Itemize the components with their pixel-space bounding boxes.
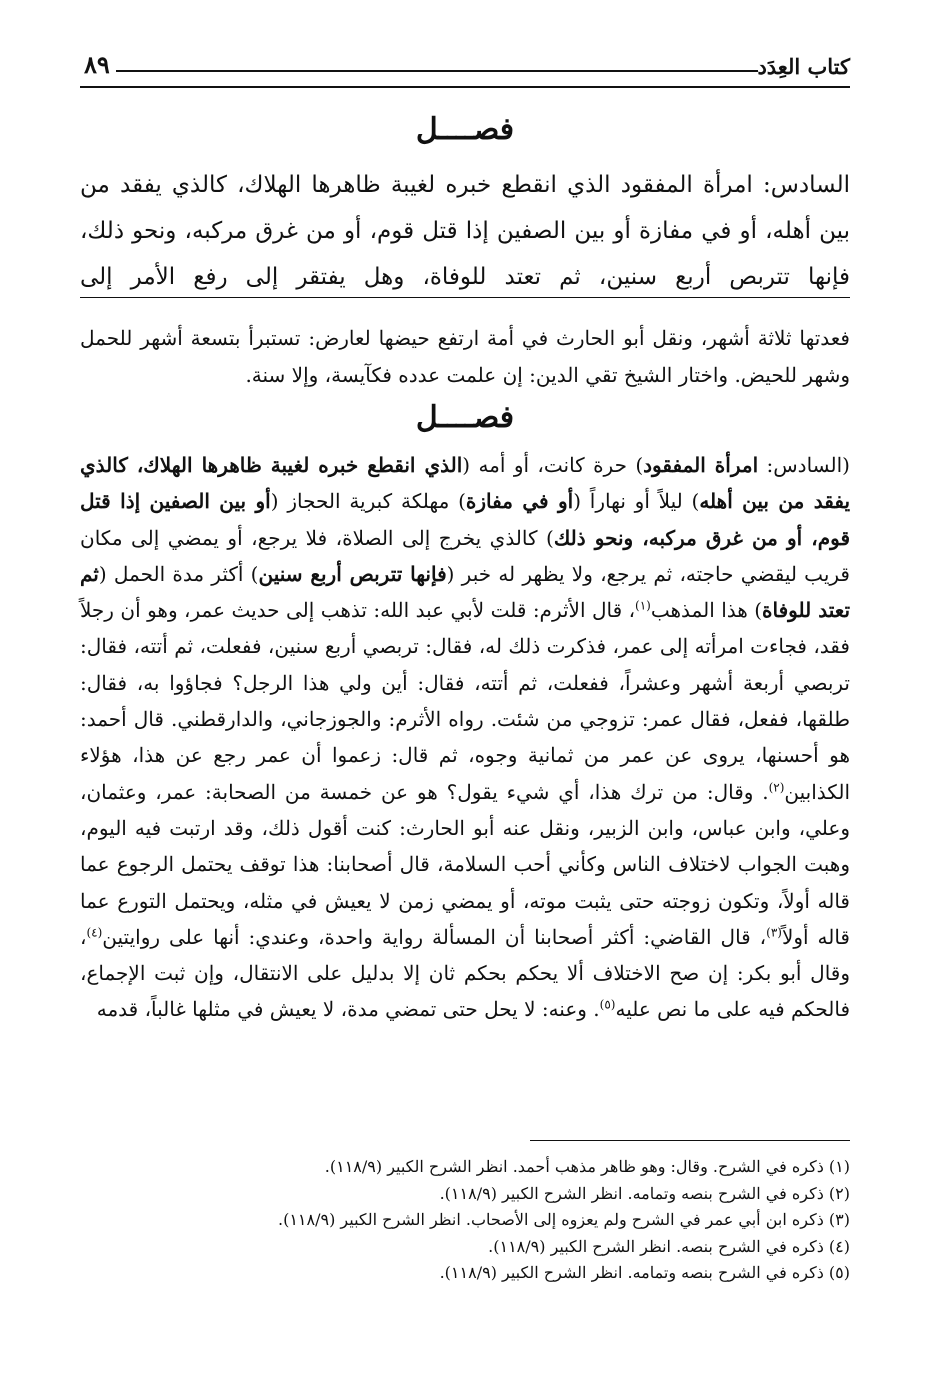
quoted-matn: ثم تعتد للوفاة — [80, 561, 851, 623]
quoted-matn: فإنها تتربص أربع سنين — [258, 561, 447, 586]
sharh-run: ) حرة كانت، أو أمه ( — [462, 453, 644, 477]
footnotes-list — [80, 1154, 850, 1287]
matn-section-title: فصــــل — [415, 112, 515, 147]
page-number: ٨٩ — [84, 50, 110, 79]
footnote-ref[interactable]: (٤) — [86, 925, 103, 940]
quoted-matn: الذي انقطع خبره لغيبة ظاهرها الهلاك، كالذي يفقد من بين أهله — [80, 453, 851, 514]
footnote-ref[interactable]: (٥) — [599, 997, 616, 1012]
sharh-run: ، قال القاضي: أكثر أصحابنا أن المسألة رواية واحدة، وعندي: أنها على روايتين — [102, 924, 767, 949]
sharh-run: ) كالذي يخرج إلى الصلاة، فلا يرجع، أو يمضي إلى مكان قريب ليقضي حاجته، ثم يرجع، ولا يظهر له خبر ( — [80, 525, 850, 586]
sharh-run: ) هذا المذهب — [650, 598, 763, 623]
footnote-ref[interactable]: (١) — [635, 598, 651, 613]
footnote-rule — [530, 1140, 850, 1141]
quoted-matn: أو بين الصفين إذا قتل قوم، أو من غرق مركبه، ونحو ذلك — [80, 489, 850, 550]
footnote-item: (٥) ذكره في الشرح بنصه وتمامه. انظر الشرح الكبير (١١٨/٩). — [439, 1263, 850, 1282]
header-rule — [80, 86, 850, 88]
sharh-run: ) ليلاً أو نهاراً ( — [573, 489, 700, 514]
sharh-run: . وعنه: لا يحل حتى تمضي مدة، لا يعيش في مثلها غالباً، قدمه — [96, 997, 600, 1022]
running-title: كتاب العِدَد — [757, 54, 850, 79]
quoted-matn: امرأة المفقود — [643, 453, 759, 477]
sharh-section-title: فصــــل — [415, 400, 515, 435]
matn-divider — [80, 297, 850, 298]
sharh-run: ) مهلكة كبرية الحجاز ( — [270, 489, 466, 514]
sharh-run: ) أكثر مدة الحمل ( — [98, 561, 259, 586]
matn-text: السادس: امرأة المفقود الذي انقطع خبره لغيبة ظاهرها الهلاك، كالذي يفقد من بين أهله، أو في مفازة أو بين الصفين إذا قتل قوم، أو من غرق مركبه، ونحو ذلك، فإنها تتربص أربع سنين، ثم تعتد للوفاة، وهل يفتقر إلى رفع الأمر إلى — [80, 172, 850, 290]
footnote-item: (٣) ذكره ابن أبي عمر في الشرح ولم يعزوه إلى الأصحاب. انظر الشرح الكبير (١١٨/٩). — [277, 1210, 850, 1229]
footnote-ref[interactable]: (٢) — [768, 780, 785, 795]
sharh-run: ، قال الأثرم: قلت لأبي عبد الله: تذهب إلى حديث عمر، وهو أن رجلاً فقد، فجاءت امرأته إلى عمر، فذكرت ذلك له، فقال: تربصي أربع سنين، ففعلت، ثم أتته، فقال: تربصي أربعة أشهر وعشراً، ففعلت، ثم أتته، فقال: أين ولي هذا الرجل؟ فجاؤوا به، فقال: طلقها، ففعل، فقال عمر: تزوجي من شئت. رواه الأثرم: والجوزجاني، والدارقطني. قال أحمد: هو أحسنها، يروى عن عمر من ثمانية وجوه، ثم قال: زعموا أن عمر رجع عن هذا، هؤلاء الكذابين — [80, 598, 850, 804]
footnote-ref[interactable]: (٣) — [766, 925, 782, 940]
page-header — [80, 48, 850, 88]
footnote-item: (٤) ذكره في الشرح بنصه. انظر الشرح الكبير (١١٨/٩). — [488, 1236, 850, 1256]
sharh-run: ، وقال أبو بكر: إن صح الاختلاف ألا يحكم بحكم ثان إلا بدليل على الانتقال، وإن ثبت الإجماع، فالحكم فيه على ما نص عليه — [80, 924, 850, 1022]
footnote-item: (١) ذكره في الشرح. وقال: وهو ظاهر مذهب أحمد. انظر الشرح الكبير (١١٨/٩). — [324, 1157, 850, 1176]
sharh-run: (السادس: — [758, 453, 850, 477]
quoted-matn: أو في مفازة — [465, 489, 574, 514]
sharh-intro-text: فعدتها ثلاثة أشهر، ونقل أبو الحارث في أمة ارتفع حيضها لعارض: تستبرأ بتسعة أشهر للحمل وشهر للحيض. واختار الشيخ تقي الدين: إن علمت عدده فكآيسة، وإلا سنة. — [80, 326, 850, 387]
footnote-item: (٢) ذكره في الشرح بنصه وتمامه. انظر الشرح الكبير (١١٨/٩). — [439, 1183, 850, 1203]
sharh-run: . وقال: من ترك هذا، أي شيء يقول؟ هو عن خمسة من الصحابة: عمر، وعثمان، وعلي، وابن عباس، وابن الزبير، ونقل عنه أبو الحارث: كنت أقول ذلك، وقد ارتبت فيه اليوم، وهبت الجواب لاختلاف الناس وكأني أحب السلامة، قال أصحابنا: هذا توقف يحتمل الرجوع عما قاله أولاً، وتكون زوجته حتى يثبت موته، أو يمضي زمن لا يعيش في مثله، ويحتمل التورع عما قاله أولاً — [80, 779, 850, 949]
header-leader-line — [116, 70, 758, 72]
sharh-text — [80, 447, 850, 1028]
